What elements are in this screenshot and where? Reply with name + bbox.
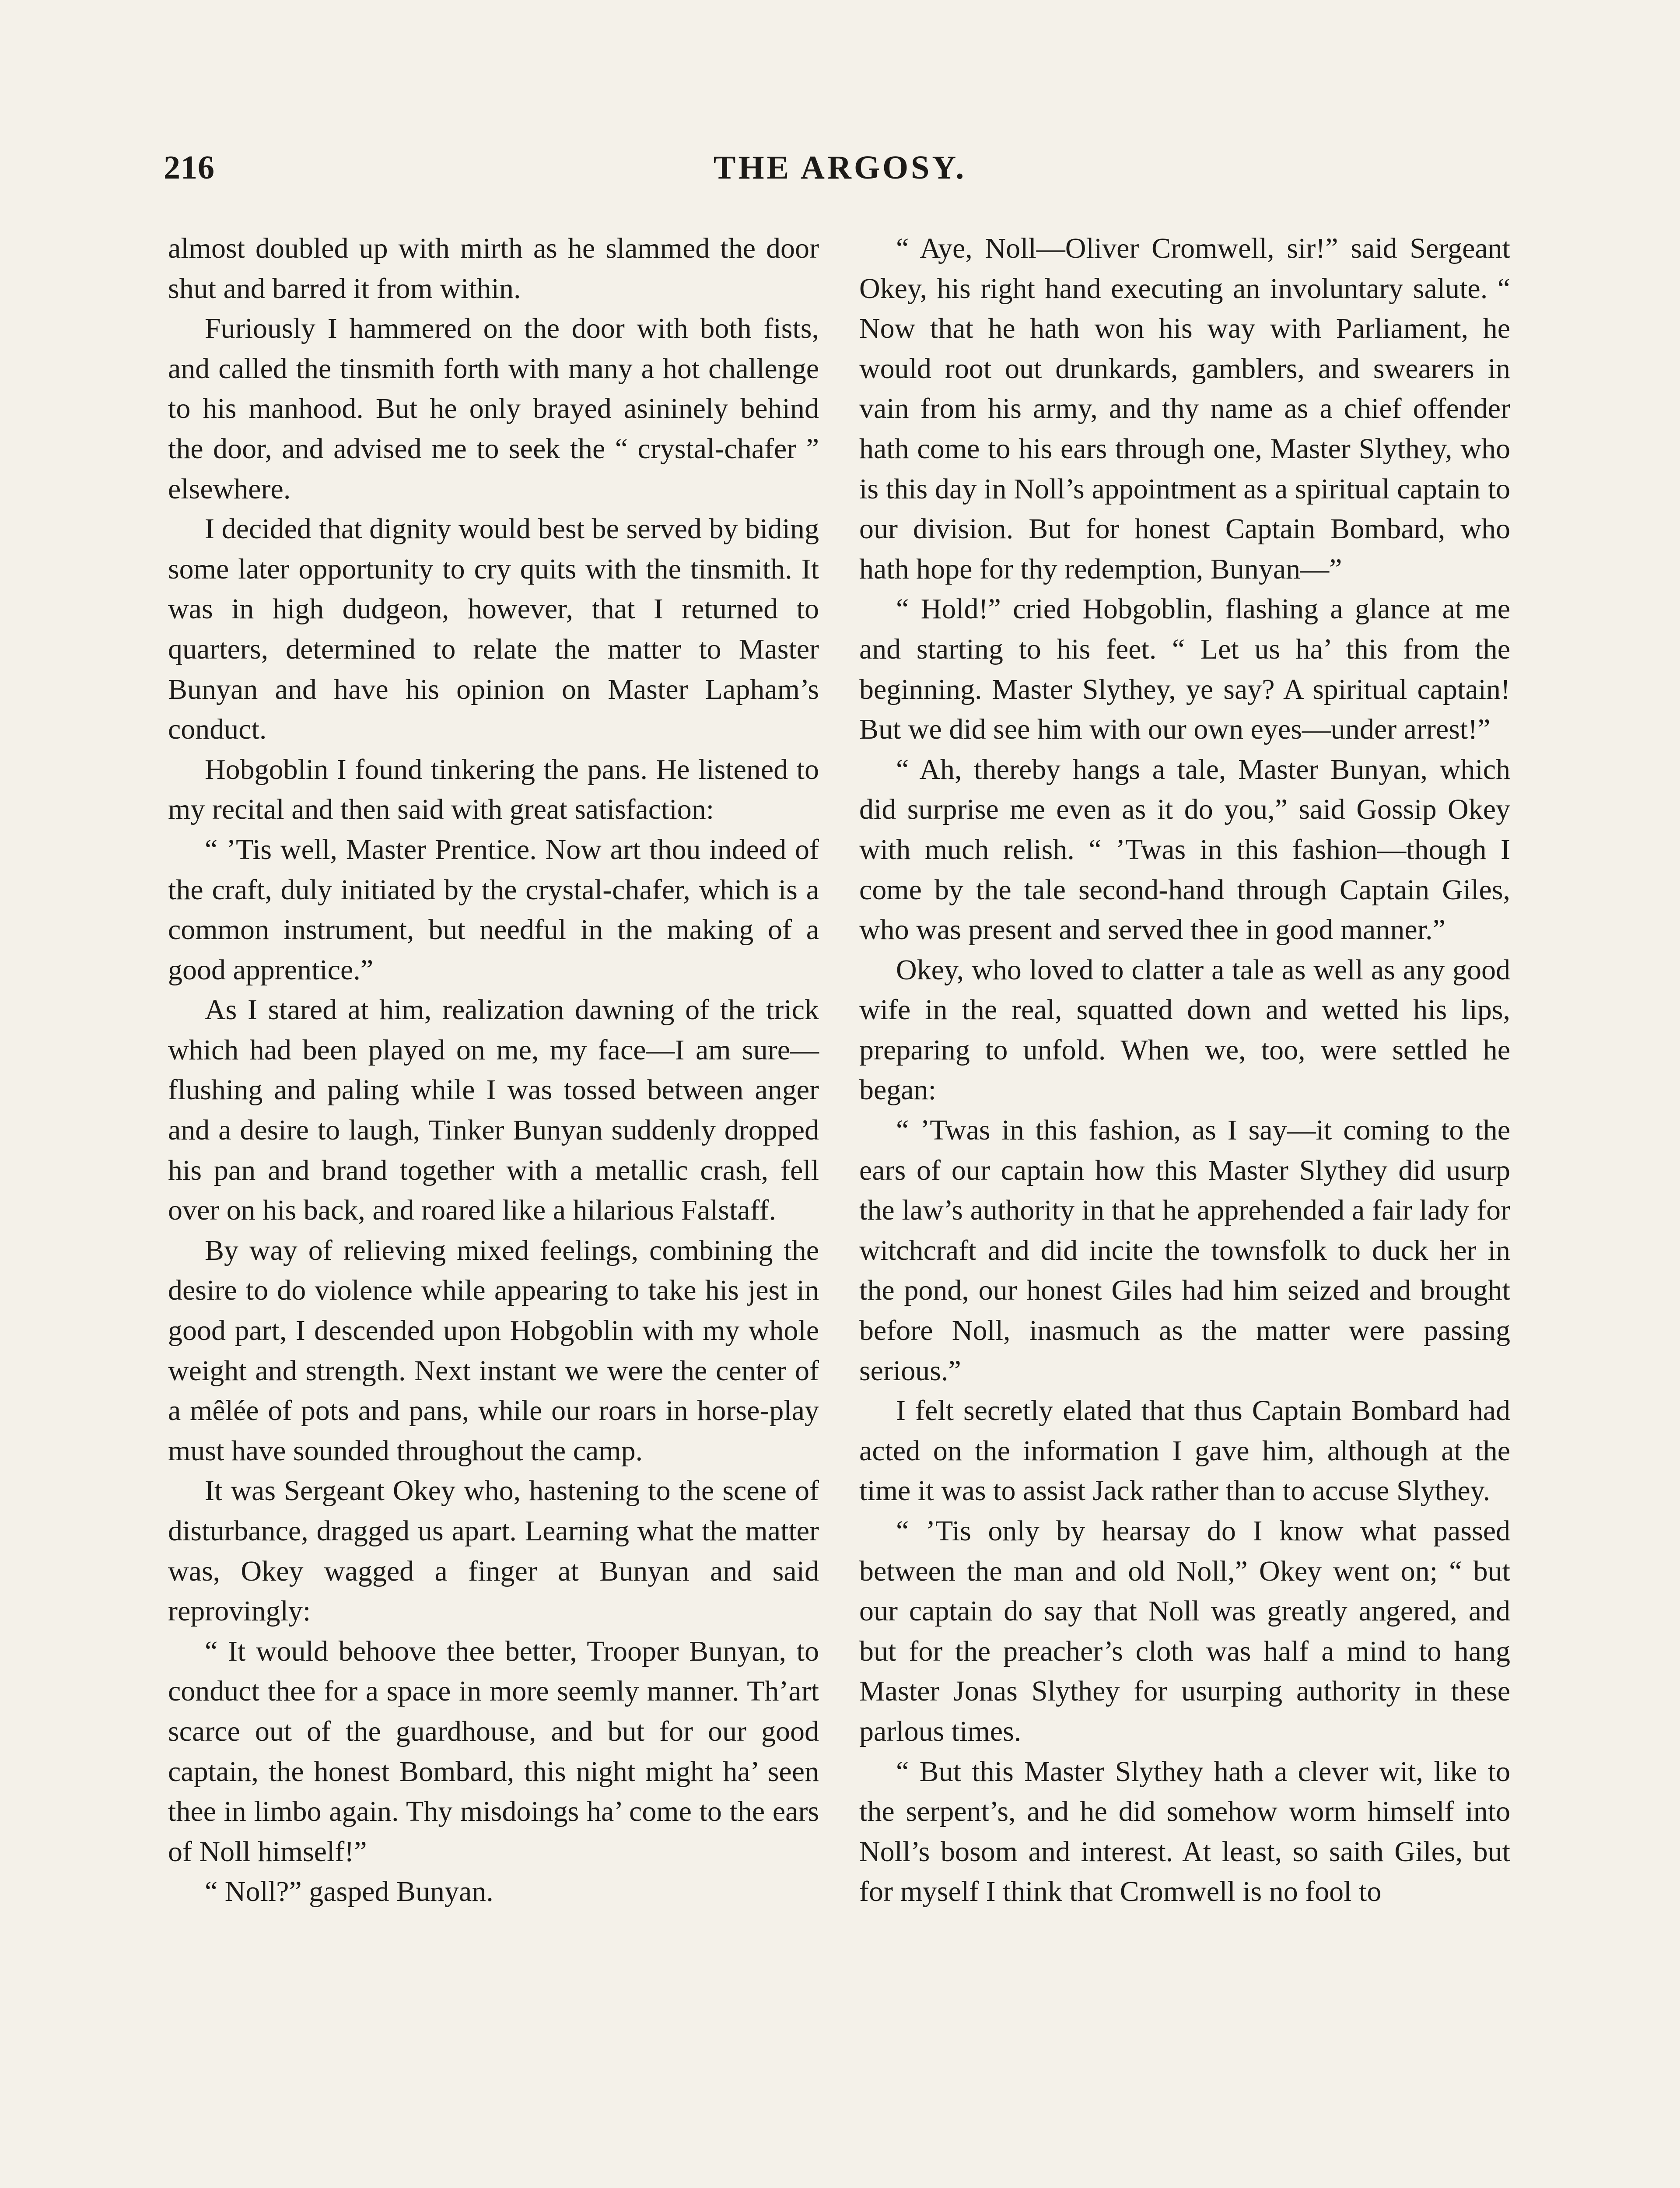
paragraph: “ ’Tis only by hearsay do I know what passed between the man and old Noll,” Okey went on; “ but our captain do say that Noll was greatly angered, and but for the preacher’s cloth was half a mind to hang Master Jonas Slythey for usurping authority in these parlous times. [859, 1515, 1510, 1747]
paragraph: almost doubled up with mirth as he slammed the door shut and barred it from within. [168, 232, 819, 305]
paragraph: It was Sergeant Okey who, hastening to the scene of disturbance, dragged us apart. Learning what the matter was, Okey wagged a finger at Bunyan and said reprovingly: [168, 1475, 819, 1627]
right-column [859, 228, 1510, 1912]
paragraph: “ Noll?” gasped Bunyan. [205, 1876, 494, 1908]
paragraph: I decided that dignity would best be served by biding some later opportunity to cry quits with the tinsmith. It was in high dudgeon, however, that I returned to quarters, determined to relate the matter to Master Bunyan and have his opinion on Master Lapham’s conduct. [168, 513, 819, 746]
paragraph: Furiously I hammered on the door with both fists, and called the tinsmith forth with many a hot challenge to his manhood. But he only brayed asininely behind the door, and advised me to seek the “ crystal-chafer ” elsewhere. [168, 312, 819, 505]
paragraph: “ It would behoove thee better, Trooper Bunyan, to conduct thee for a space in more seemly manner. Th’art scarce out of the guardhouse, and but for our good captain, the honest Bombard, this night might ha’ seen thee in limbo again. Thy misdoings ha’ come to the ears of Noll himself!” [168, 1635, 819, 1868]
paragraph: “ Ah, thereby hangs a tale, Master Bunyan, which did surprise me even as it do you,” said Gossip Okey with much relish. “ ’Twas in this fashion—though I come by the tale second-hand through Captain Giles, who was present and served thee in good manner.” [859, 753, 1510, 946]
paragraph: Hobgoblin I found tinkering the pans. He listened to my recital and then said with great satisfaction: [168, 753, 819, 826]
paragraph: “ ’Tis well, Master Prentice. Now art thou indeed of the craft, duly initiated by the crystal-chafer, which is a common instrument, but needful in the making of a good apprentice.” [168, 833, 819, 986]
paragraph: “ ’Twas in this fashion, as I say—it coming to the ears of our captain how this Master Slythey did usurp the law’s authority in that he apprehended a fair lady for witchcraft and did incite the townsfolk to duck her in the pond, our honest Giles had him seized and brought before Noll, inasmuch as the matter were passing serious.” [859, 1114, 1510, 1387]
paragraph: By way of relieving mixed feelings, combining the desire to do violence while appearing to take his jest in good part, I descended upon Hobgoblin with my whole weight and strength. Next instant we were the center of a mêlée of pots and pans, while our roars in horse-play must have sounded throughout the camp. [168, 1234, 819, 1467]
page-number: 216 [164, 149, 215, 186]
paragraph: As I stared at him, realization dawning of the trick which had been played on me, my face—I am sure—flushing and paling while I was tossed between anger and a desire to laugh, Tinker Bunyan suddenly dropped his pan and brand together with a metallic crash, fell over on his back, and roared like a hilarious Falstaff. [168, 994, 819, 1227]
paragraph: “ But this Master Slythey hath a clever wit, like to the serpent’s, and he did somehow worm himself into Noll’s bosom and interest. At least, so saith Giles, but for myself I think that Cromwell is no fool to [859, 1755, 1510, 1908]
paragraph: “ Hold!” cried Hobgoblin, flashing a glance at me and starting to his feet. “ Let us ha’ this from the beginning. Master Slythey, ye say? A spiritual captain! But we did see him with our own eyes—under arrest!” [859, 593, 1510, 746]
paragraph: “ Aye, Noll—Oliver Cromwell, sir!” said Sergeant Okey, his right hand executing an involuntary salute. “ Now that he hath won his way with Parliament, he would root out drunkards, gamblers, and swearers in vain from his army, and thy name as a chief offender hath come to his ears through one, Master Slythey, who is this day in Noll’s appointment as a spiritual captain to our division. But for honest Captain Bombard, who hath hope for thy redemption, Bunyan—” [859, 232, 1510, 585]
running-head: THE ARGOSY. [713, 149, 967, 186]
paragraph: Okey, who loved to clatter a tale as well as any good wife in the real, squatted down and wetted his lips, preparing to unfold. When we, too, were settled he began: [859, 954, 1510, 1106]
left-column [168, 228, 819, 1912]
paragraph: I felt secretly elated that thus Captain Bombard had acted on the information I gave him, although at the time it was to assist Jack rather than to accuse Slythey. [859, 1395, 1510, 1507]
